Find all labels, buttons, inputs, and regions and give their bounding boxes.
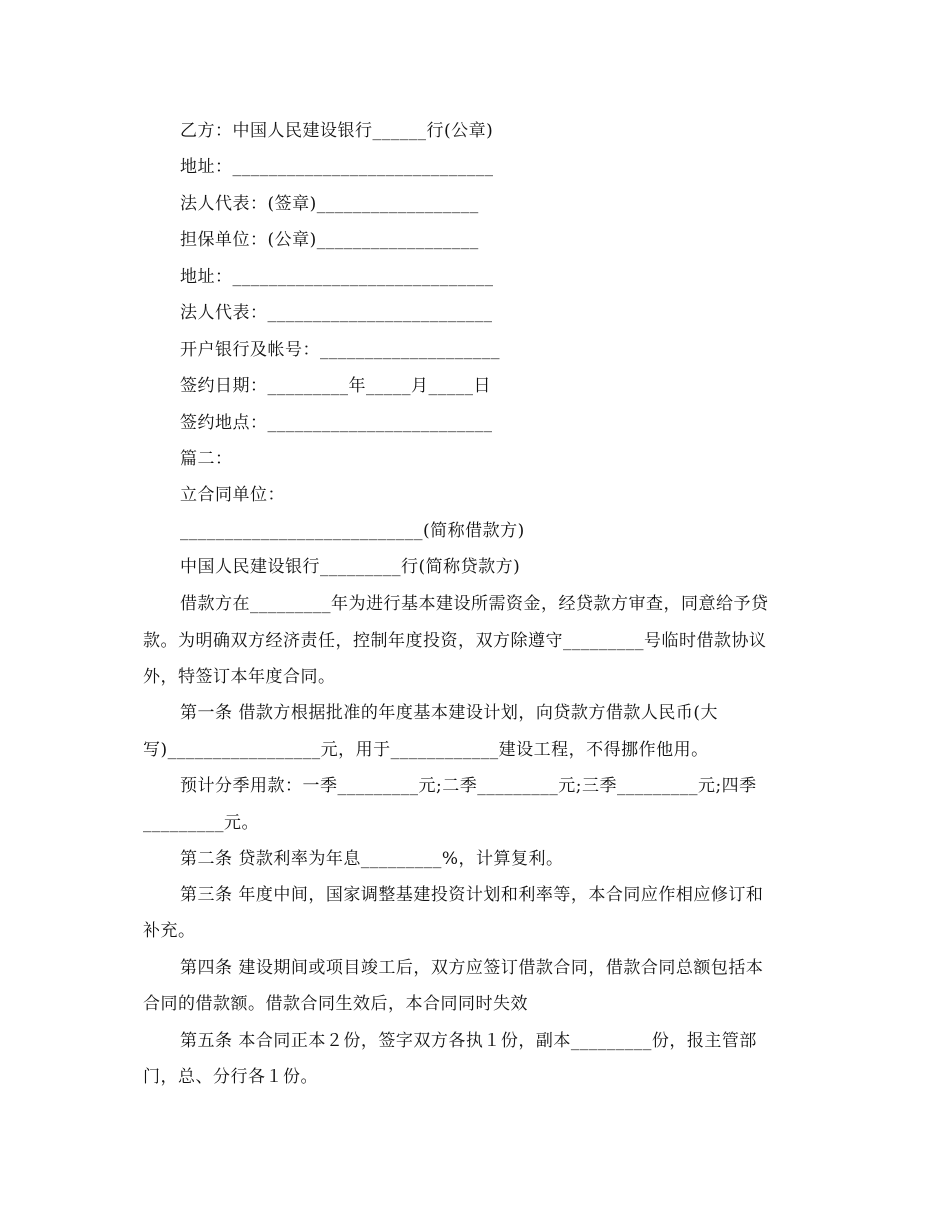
borrower-line: ___________________________(简称借款方) [180,521,525,541]
party-b-line: 乙方：中国人民建设银行______行(公章) [180,121,494,141]
article-1-line-2: 写)_________________元，用于____________建设工程，不得挪作他用。 [143,740,709,760]
preamble-line-3: 外，特签订本年度合同。 [143,667,336,687]
article-5-line-1: 第五条 本合同正本２份，签字双方各执１份，副本_________份，报主管部 [180,1031,757,1051]
guarantor-address-line: 地址：_____________________________ [180,267,494,287]
guarantor-legal-rep-line: 法人代表：_________________________ [180,303,493,323]
preamble-line-1: 借款方在_________年为进行基本建设所需资金，经贷款方审查，同意给予贷 [180,594,769,614]
quarterly-line-2: _________元。 [143,813,259,833]
party-b-legal-rep-line: 法人代表：(签章)__________________ [180,194,479,214]
article-4-line-2: 合同的借款额。借款合同生效后，本合同同时失效 [143,994,528,1014]
article-2-line: 第二条 贷款利率为年息_________%，计算复利。 [180,849,564,869]
quarterly-line-1: 预计分季用款：一季_________元;二季_________元;三季_________元;四季 [180,776,757,796]
article-3-line-2: 补充。 [143,921,196,941]
section-two-heading: 篇二： [180,449,233,469]
preamble-line-2: 款。为明确双方经济责任，控制年度投资，双方除遵守_________号临时借款协议 [143,631,767,651]
article-1-line-1: 第一条 借款方根据批准的年度基本建设计划，向贷款方借款人民币(大 [180,703,719,723]
parties-label: 立合同单位： [180,485,285,505]
sign-place-line: 签约地点：_________________________ [180,413,493,433]
article-4-line-1: 第四条 建设期间或项目竣工后，双方应签订借款合同，借款合同总额包括本 [180,958,764,978]
party-b-address-line: 地址：_____________________________ [180,157,494,177]
lender-line: 中国人民建设银行_________行(简称贷款方) [180,557,521,577]
article-5-line-2: 门，总、分行各１份。 [143,1067,318,1087]
bank-account-line: 开户银行及帐号：____________________ [180,340,500,360]
sign-date-line: 签约日期：_________年_____月_____日 [180,376,491,396]
guarantor-line: 担保单位：(公章)__________________ [180,230,479,250]
article-3-line-1: 第三条 年度中间，国家调整基建投资计划和利率等，本合同应作相应修订和 [180,885,764,905]
